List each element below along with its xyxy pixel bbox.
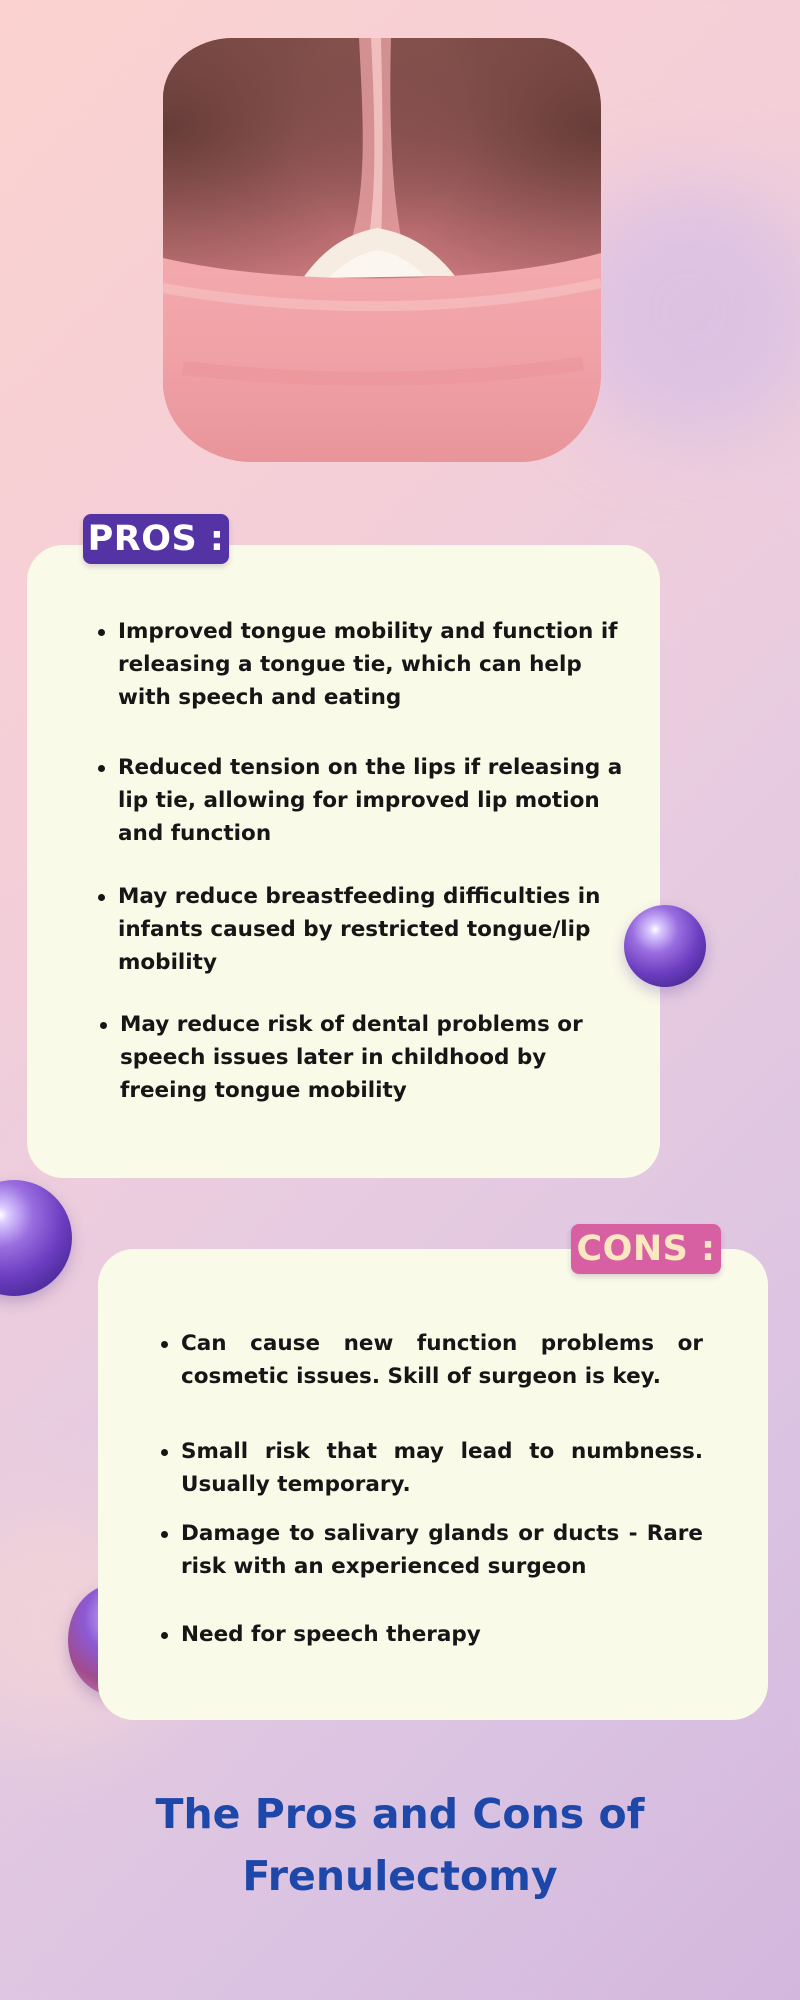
decorative-sphere — [0, 1180, 72, 1296]
frenulum-photo-illustration — [163, 38, 601, 462]
pros-list-item: May reduce risk of dental problems or speech issues later in childhood by freeing tongue mobility — [120, 1008, 630, 1107]
page-title-line-2: Frenulectomy — [242, 1852, 558, 1900]
decorative-sphere — [624, 905, 706, 987]
pros-list-item: May reduce breastfeeding difficulties in infants caused by restricted tongue/lip mobility — [118, 880, 628, 979]
pros-list-item: Reduced tension on the lips if releasing a lip tie, allowing for improved lip motion and function — [118, 751, 628, 850]
pros-tag: PROS : — [83, 514, 229, 564]
page-title — [0, 1783, 800, 1907]
frenulum-photo — [163, 38, 601, 462]
pros-list-item: Improved tongue mobility and function if releasing a tongue tie, which can help with speech and eating — [118, 615, 628, 714]
cons-list-item: Need for speech therapy — [181, 1618, 703, 1651]
cons-list-item: Damage to salivary glands or ducts - Rare risk with an experienced surgeon — [181, 1517, 703, 1583]
cons-tag: CONS : — [571, 1224, 721, 1274]
cons-list-item: Can cause new function problems or cosmetic issues. Skill of surgeon is key. — [181, 1327, 703, 1393]
page-title-line-1: The Pros and Cons of — [155, 1790, 645, 1838]
cons-list-item: Small risk that may lead to numbness. Usually temporary. — [181, 1435, 703, 1501]
